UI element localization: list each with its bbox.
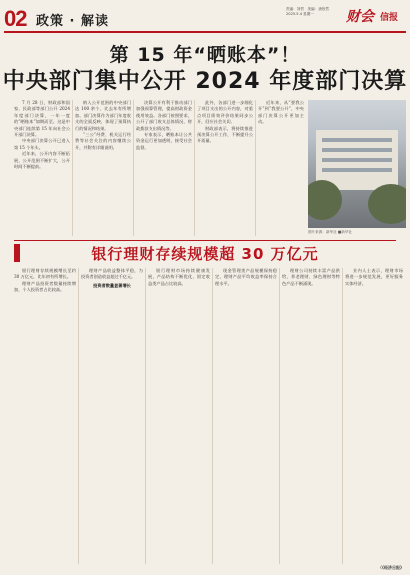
paragraph: 现金管理类产品规模保持稳定，理财产品平均收益率保持合理水平。: [215, 268, 277, 286]
column-divider: [145, 268, 146, 564]
article-author: ■新华社: [337, 230, 353, 234]
column-divider: [78, 268, 79, 564]
brand-logo: 财会: [346, 9, 374, 25]
header-divider: [4, 31, 406, 33]
paragraph: 专家表示，晒账本让公共资金运行更加透明，接受社会监督。: [136, 132, 192, 150]
top-column-3: [136, 100, 192, 236]
article-kicker: 第 15 年“晒账本”！: [109, 44, 301, 66]
bottom-column-3: [148, 268, 210, 564]
paragraph: 近年来，从“要我公开”到“我要公开”，中央部门决算公开更加主动。: [258, 100, 304, 125]
photo-window: [322, 158, 392, 162]
page-header: [0, 0, 410, 36]
paragraph: “三公”经费、机关运行经费等社会关注的内容继续公开，并附有详细说明。: [75, 132, 131, 150]
bottom-column-1: [14, 268, 76, 564]
section-name: 政策 · 解读: [36, 14, 109, 29]
brand-logo-sub: 信报: [380, 13, 399, 23]
subhead-title: 银行理财存续规模超 30 万亿元: [91, 245, 319, 263]
paragraph: 业内人士表示，理财市场将进一步规范发展，更好服务实体经济。: [345, 268, 403, 286]
photo-tree: [308, 180, 342, 220]
page-meta: 责编：刘哲 美编：唐欣然 2025.5.4 星期一: [286, 7, 333, 16]
column-divider: [194, 100, 195, 236]
paragraph: 理财产品投资者数量持续增加，个人投资者占比较高。: [14, 280, 76, 293]
bottom-column-4: [215, 268, 277, 564]
column-divider: [72, 100, 73, 236]
paragraph: 近年来，公开内容不断拓展，公开范围不断扩大，公开时间不断提前。: [14, 151, 70, 170]
column-divider: [133, 100, 134, 236]
bottom-column-5: [282, 268, 340, 564]
paragraph: 此外，各部门进一步细化了项目支出的公开内容，对重点项目绩效评价结果同步公开，回应社会关切。: [197, 100, 253, 125]
paragraph: 理财产品收益整体平稳，为投资者创造收益超过千亿元。: [81, 268, 143, 280]
top-column-5: [258, 100, 304, 236]
caption-text: 图片来源：新华社: [308, 230, 337, 234]
column-divider: [279, 268, 280, 564]
paragraph: 7 月 28 日，财政部和国家、民政部等部门公开 2024 年度部门决算，一年一度的“晒账本”如期而至。这是中央部门连续第 15 年向社会公开部门决算。: [14, 100, 70, 138]
bottom-column-2: [81, 268, 143, 564]
paragraph: 财政部表示，将持续推进预决算公开工作，不断提升公开质量。: [197, 125, 253, 144]
photo-window: [322, 138, 392, 142]
paragraph-subheading: 投资者数量显著增长: [93, 282, 131, 288]
photo-window: [322, 168, 392, 172]
paragraph: 银行理财市场持续健康发展，产品结构不断优化，固定收益类产品占比较高。: [148, 268, 210, 286]
column-divider: [212, 268, 213, 564]
column-divider: [342, 268, 343, 564]
section-number: 02: [4, 6, 27, 31]
paragraph: 中央部门决算公开已进入第 15 个年头。: [14, 138, 70, 150]
top-column-2: [75, 100, 131, 236]
top-column-4: [197, 100, 253, 236]
paragraph: 纳入公开范围的中央部门达 100 余个，比去年有所增加。部门决算作为部门年度收支的全面反映，体现了预算执行的情况和结果。: [75, 100, 131, 131]
subhead-divider: [14, 240, 396, 241]
photo-tree: [368, 184, 406, 224]
paragraph: 决算公开有利于推动部门加强预算管理，提高财政资金使用效益。各部门按照要求，公开了部门收支总体情况、财政拨款支出情况等。: [136, 100, 192, 131]
article-photo: [308, 100, 406, 228]
photo-caption: [308, 230, 406, 235]
article-headline: 中央部门集中公开 2024 年度部门决算: [2, 69, 408, 94]
paragraph: 理财公司持续丰富产品供给，养老理财、绿色理财等特色产品不断涌现。: [282, 268, 340, 286]
top-column-1: [14, 100, 70, 236]
column-divider: [255, 100, 256, 236]
bottom-column-6: [345, 268, 403, 558]
source-note: （《经济日报》: [378, 565, 404, 570]
photo-window: [322, 148, 392, 152]
paragraph: 银行理财存续规模增长至约 30 万亿元，比年初有所增长。: [14, 268, 76, 280]
